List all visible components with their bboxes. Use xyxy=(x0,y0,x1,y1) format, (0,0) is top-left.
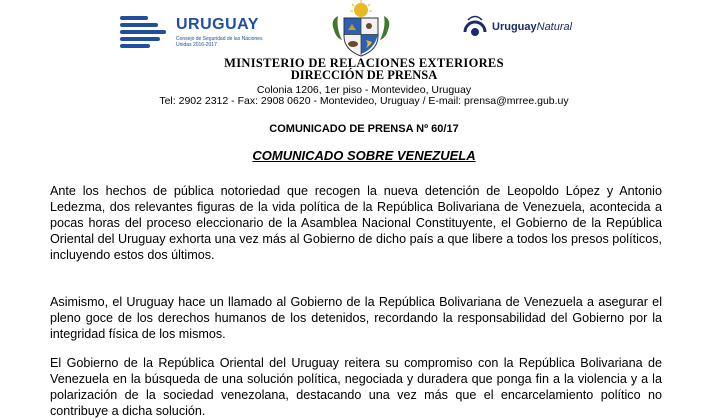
press-direction-title: DIRECCIÓN DE PRENSA xyxy=(290,68,438,82)
ministry-title: MINISTERIO DE RELACIONES EXTERIORES xyxy=(224,56,504,70)
ministry-address: Colonia 1206, 1er piso - Montevideo, Uruguay xyxy=(256,84,472,96)
paragraph-2: Asimismo, el Uruguay hace un llamado al Gobierno de la República Bolivariana de Venezuela a asegurar el pleno goce de los derechos humanos de los detenidos, recordando la responsabilidad del Gobierno por la integridad física de los mismos. xyxy=(50,295,662,341)
communique-number: COMUNICADO DE PRENSA Nº 60/17 xyxy=(269,123,459,135)
paragraph-3: El Gobierno de la República Oriental del Uruguay reitera su compromiso con la República Bolivariana de Venezuela en la búsqueda de una solución política, negociada y duradera que ponga fin a la violencia y a la polarización de la sociedad venezolana, destacando una vez más que el encarcelamiento político no contribuye a dicha solución. xyxy=(50,356,662,418)
communique-title: COMUNICADO SOBRE VENEZUELA xyxy=(252,148,476,163)
coat-of-arms-icon xyxy=(326,0,396,58)
ministry-contact: Tel: 2902 2312 - Fax: 2908 0620 - Montevideo, Uruguay / E-mail: prensa@mrree.gub.uy xyxy=(159,95,569,107)
paragraph-1: Ante los hechos de pública notoriedad que recogen la nueva detención de Leopoldo López y Antonio Ledezma, dos relevantes figuras de la vida política de la República Bolivariana de Venezuela, acontecida a pocas horas del proceso eleccionario de la Asamblea Nacional Constituyente, el Gobierno de la República Oriental del Uruguay exhorta una vez más al Gobierno de dicho país a que libere a todos los presos políticos, incluyendo estos dos últimos. xyxy=(50,184,662,262)
uruguay-security-council-logo xyxy=(120,12,270,52)
uruguay-natural-brand: UruguayNatural xyxy=(492,21,573,33)
flag-stripes-icon xyxy=(120,14,170,48)
uruguay-natural-logo xyxy=(462,14,592,44)
logo-name: URUGUAY xyxy=(176,16,259,33)
uruguay-natural-sun-icon xyxy=(462,14,488,40)
logo-subtitle: Consejo de Seguridad de las Naciones Unidas 2016-2017 xyxy=(176,36,263,48)
